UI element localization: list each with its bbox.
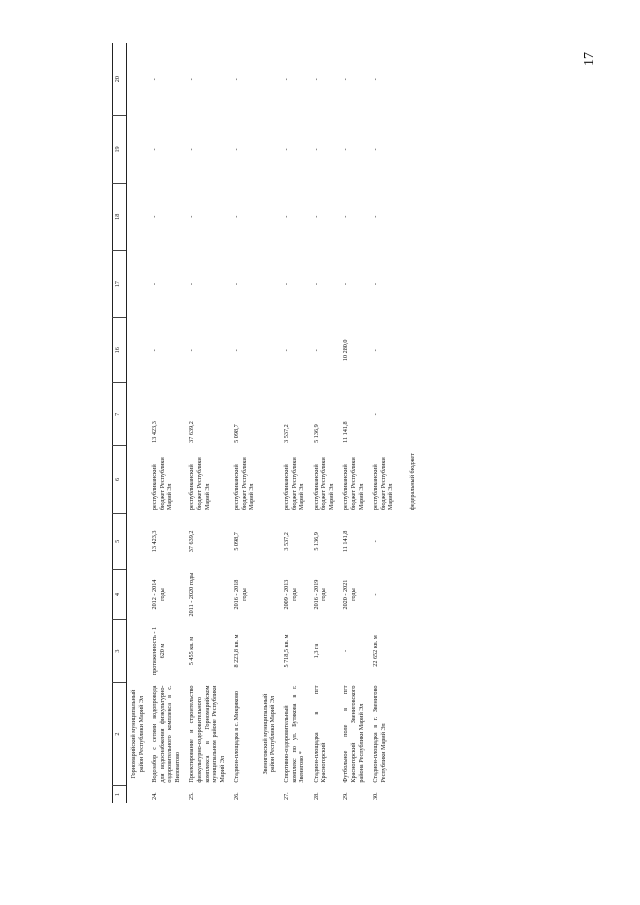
col-16-value: - — [151, 349, 159, 352]
col-18-value: - — [312, 215, 320, 218]
object-name: Стадион-площадка в г. Звенигово Республики Марий Эл — [372, 685, 387, 783]
object-name: Футбольное поле в пгт Красногорский Звениговского района Республики Марий Эл — [342, 685, 365, 783]
column-header: 18 — [113, 183, 127, 250]
funding-source: республиканский бюджет Республики Марий Эл — [233, 457, 256, 511]
district-name: Звениговский муниципальный район Республики Марий Эл — [261, 693, 277, 775]
col-17-value: - — [342, 283, 350, 286]
col-19-value: - — [372, 148, 380, 151]
col-20-value: - — [283, 78, 290, 81]
col-7-value: 5 136,9 — [312, 424, 320, 443]
funding-source: республиканский бюджет Республики Марий Эл — [312, 457, 335, 511]
total-cost: 11 141,8 — [342, 530, 350, 553]
object-name: Спортивно-оздоровительный комплекс по ул. Бутякова в г. Звенигово * — [283, 685, 306, 783]
capacity: протяженность - 1 620 м — [151, 626, 166, 676]
column-header: 2 — [113, 683, 127, 786]
total-cost: 3 537,2 — [283, 532, 290, 551]
col-19-value: - — [188, 148, 196, 151]
col-18-value: - — [233, 215, 241, 218]
capacity: 22 652 кв. м — [372, 635, 380, 667]
col-20-value: - — [312, 78, 320, 81]
col-18-value: - — [283, 215, 290, 218]
col-20-value: - — [188, 78, 196, 81]
district-row — [127, 43, 148, 803]
page-number: 17 — [582, 52, 597, 66]
capacity: 5 455 кв. м — [188, 636, 196, 666]
object-name: Стадион-площадка в с. Микряково — [233, 690, 241, 783]
total-cost: 5 136,9 — [312, 532, 320, 551]
period: 2011 - 2020 годы — [188, 572, 196, 617]
col-17-value: - — [283, 283, 290, 286]
capacity: - — [342, 649, 350, 653]
period: 2020 - 2021 годы — [342, 579, 357, 610]
row-number: 24. — [151, 792, 159, 800]
column-header: 17 — [113, 250, 127, 317]
row-number: 27. — [283, 792, 290, 800]
column-header: 20 — [113, 43, 127, 116]
row-number: 25. — [188, 792, 196, 800]
period: 2016 - 2018 годы — [233, 579, 248, 610]
capacity: 1,3 га — [312, 643, 320, 659]
funding-source: республиканский бюджет Республики Марий Эл — [342, 457, 365, 511]
funding-source: республиканский бюджет Республики Марий Эл — [372, 457, 395, 511]
col-20-value: - — [233, 78, 241, 81]
column-header: 7 — [113, 383, 127, 446]
column-header: 19 — [113, 116, 127, 183]
col-16-value: - — [283, 349, 290, 352]
col-20-value: - — [342, 78, 350, 81]
funding-source-federal: федеральный бюджет — [408, 453, 416, 511]
total-cost: 13 423,3 — [151, 530, 159, 553]
column-header: 1 — [113, 786, 127, 803]
column-header: 4 — [113, 570, 127, 620]
col-19-value: - — [151, 148, 159, 151]
capacity: 5 718,5 кв. м — [283, 634, 290, 668]
col-18-value: - — [188, 215, 196, 218]
col-7-value: 13 423,3 — [151, 421, 159, 443]
document-table-rotated — [112, 43, 526, 803]
col-20-value: - — [151, 78, 159, 81]
col-7-value: 5 098,7 — [233, 424, 241, 443]
col-7-value: 11 141,8 — [342, 421, 350, 443]
table-row — [184, 43, 229, 803]
col-7-value: - — [372, 413, 380, 416]
capacity: 8 223,8 кв. м — [233, 634, 241, 668]
district-name: Горномарийский муниципальный район Республики Марий Эл — [130, 689, 145, 779]
table-row — [338, 43, 368, 803]
total-cost: - — [372, 540, 380, 543]
table-row — [279, 43, 309, 803]
col-18-value: - — [372, 215, 380, 218]
col-19-value: - — [233, 148, 241, 151]
funding-source-cell — [368, 446, 419, 513]
object-name: Водозабор с сетями водопровода для водоснабжения физкультурно-оздоровительного комплекса в с. Виловатово — [151, 685, 181, 783]
table-row — [309, 43, 339, 803]
col-7-value: 37 639,2 — [188, 421, 196, 443]
period: 2009 - 2013 годы — [283, 579, 298, 610]
column-header: 3 — [113, 620, 127, 683]
col-18-value: - — [342, 215, 350, 218]
row-number: 29. — [342, 792, 350, 800]
col-16-value: - — [233, 349, 241, 352]
period: 2016 - 2019 годы — [312, 579, 328, 610]
col-20-value: - — [372, 78, 380, 81]
col-16-value: - — [312, 349, 320, 352]
col-17-value: - — [188, 283, 196, 286]
funding-source: республиканский бюджет Республики Марий Эл — [151, 457, 174, 511]
column-number-row — [113, 43, 127, 803]
col-18-value: - — [151, 215, 159, 218]
funding-source: республиканский бюджет Республики Марий Эл — [283, 457, 306, 511]
col-17-value: - — [372, 283, 380, 286]
row-number: 30. — [372, 792, 380, 800]
col-16-value: - — [188, 349, 196, 352]
column-header: 6 — [113, 446, 127, 513]
col-17-value: - — [151, 283, 159, 286]
column-header: 16 — [113, 318, 127, 383]
col-17-value: - — [233, 283, 241, 286]
col-16-value: 10 280,0 — [342, 339, 350, 362]
col-19-value: - — [283, 148, 290, 151]
col-19-value: - — [312, 148, 320, 151]
period: 2012 - 2014 годы — [151, 579, 166, 610]
table-row — [147, 43, 184, 803]
table-row — [229, 43, 259, 803]
col-7-value: 3 537,2 — [283, 424, 290, 443]
table-row — [368, 43, 419, 803]
row-number: 28. — [312, 792, 320, 800]
col-17-value: - — [312, 283, 320, 286]
col-19-value: - — [342, 148, 350, 151]
funding-source: республиканский бюджет Республики Марий Эл — [188, 457, 211, 511]
period: - — [372, 593, 380, 596]
row-number: 26. — [233, 792, 241, 800]
program-table — [112, 43, 419, 803]
col-16-value: - — [372, 349, 380, 352]
object-name: Стадион-площадка в пгт Красногорский — [312, 685, 328, 783]
total-cost: 5 098,7 — [233, 532, 241, 551]
total-cost: 37 639,2 — [188, 530, 196, 553]
object-name: Проектирование и строительство физкультурно-оздоровительного комплекса в Горномарийском муниципальном районе Республики Марий Эл — [188, 685, 226, 783]
column-header: 5 — [113, 513, 127, 569]
district-row — [259, 43, 279, 803]
